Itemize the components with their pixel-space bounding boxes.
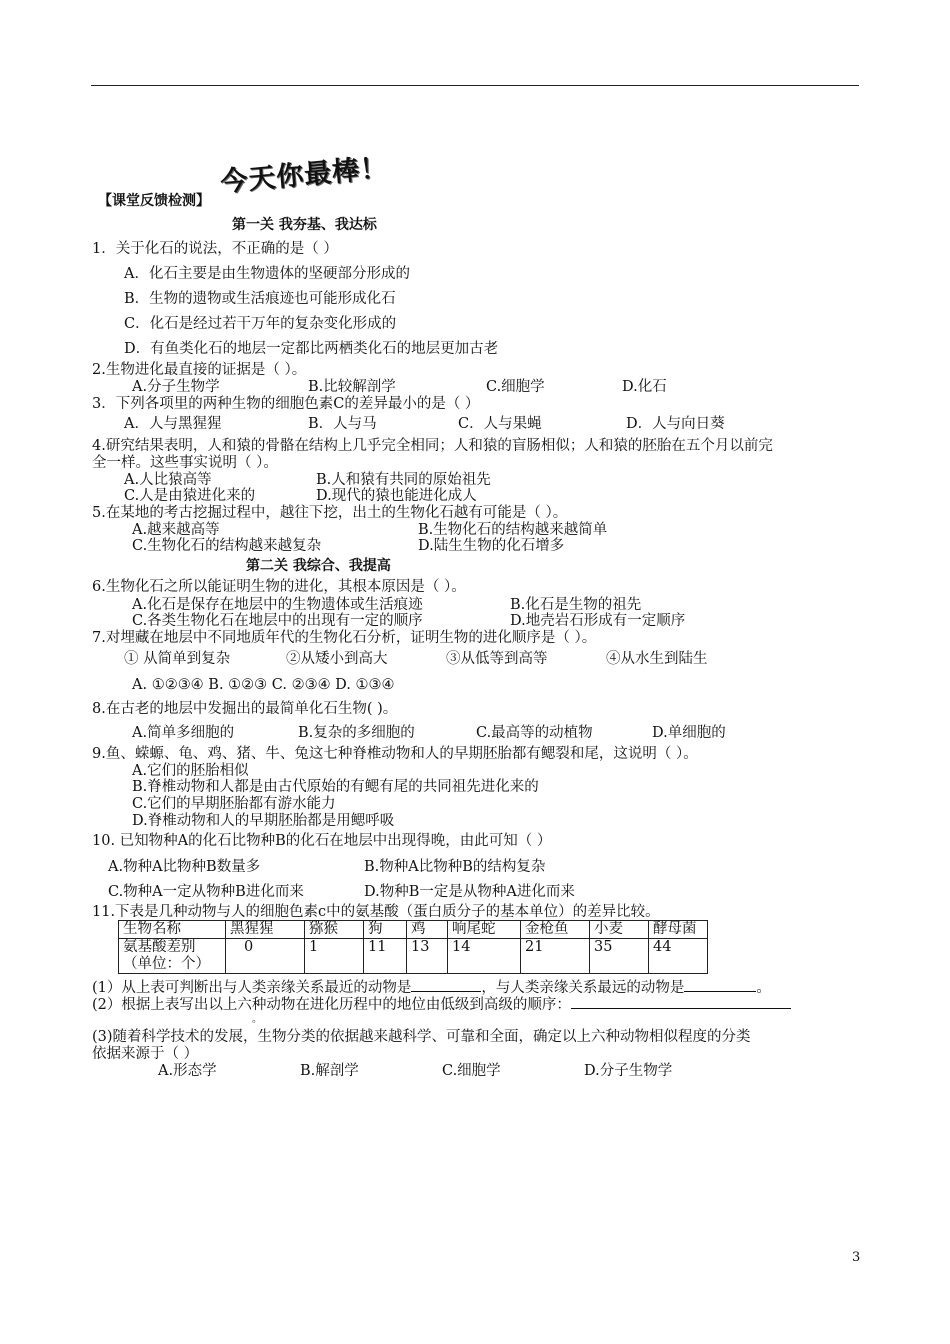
header-rule xyxy=(91,85,859,86)
q11-sub1-part2: ，与人类亲缘关系最远的动物是 xyxy=(481,980,685,996)
section-title-2: 第二关 我综合、我提高 xyxy=(246,558,391,574)
q10-option-a: A.物种A比物种B数量多 xyxy=(108,859,261,875)
q6-option-d: D.地壳岩石形成有一定顺序 xyxy=(510,613,686,629)
table-cell: 21 xyxy=(521,939,590,974)
table-row xyxy=(119,921,708,939)
table-header-cell: 狗 xyxy=(364,921,407,939)
q10-option-d: D.物种B一定是从物种A进化而来 xyxy=(364,884,575,900)
q6-option-c: C.各类生物化石在地层中的出现有一定的顺序 xyxy=(132,613,423,629)
q11-sub2-end: 。 xyxy=(252,1014,262,1025)
q9-option-d: D.脊椎动物和人的早期胚胎都是用鳃呼吸 xyxy=(132,813,395,829)
q11-sub3-line2: 依据来源于（ ） xyxy=(92,1046,199,1062)
feedback-label: 【课堂反馈检测】 xyxy=(98,193,210,209)
q4-stem-line2: 全一样。这些事实说明（ ）。 xyxy=(92,455,278,471)
q11-option-b: B.解剖学 xyxy=(300,1063,359,1079)
q5-option-d: D.陆生生物的化石增多 xyxy=(418,538,565,554)
table-header-cell: 小麦 xyxy=(590,921,649,939)
q4-option-b: B.人和猿有共同的原始祖先 xyxy=(316,472,491,488)
answer-blank[interactable] xyxy=(684,977,756,992)
q2-option-a: A.分子生物学 xyxy=(132,379,220,395)
table-header-cell: 金枪鱼 xyxy=(521,921,590,939)
table-cell: 35 xyxy=(590,939,649,974)
table-cell: 11 xyxy=(364,939,407,974)
q6-option-a: A.化石是保存在地层中的生物遗体或生活痕迹 xyxy=(132,597,423,613)
table-row xyxy=(119,939,708,974)
q11-sub1-end: 。 xyxy=(756,980,771,996)
q1-stem: 1．关于化石的说法，不正确的是（ ） xyxy=(92,241,338,257)
table-header-cell: 酵母菌 xyxy=(649,921,708,939)
q4-stem-line1: 4.研究结果表明，人和猿的骨骼在结构上几乎完全相同；人和猿的盲肠相似；人和猿的胚胎在五个月以前完 xyxy=(92,438,773,454)
q5-option-a: A.越来越高等 xyxy=(132,522,220,538)
q1-option-d: D．有鱼类化石的地层一定都比两栖类化石的地层更加古老 xyxy=(124,341,499,357)
q4-option-a: A.人比猿高等 xyxy=(124,472,212,488)
table-cell: 13 xyxy=(407,939,448,974)
q1-option-b: B．生物的遗物或生活痕迹也可能形成化石 xyxy=(124,291,396,307)
q11-sub3-line1: (3)随着科学技术的发展，生物分类的依据越来越科学、可靠和全面，确定以上六种动物相似程度的分类 xyxy=(92,1029,751,1045)
q11-sub1-part1: (1）从上表可判断出与人类亲缘关系最近的动物是 xyxy=(92,980,412,996)
q10-stem: 10. 已知物种A的化石比物种B的化石在地层中出现得晚，由此可知（ ） xyxy=(92,833,552,849)
q6-stem: 6.生物化石之所以能证明生物的进化，其根本原因是（ ）。 xyxy=(92,579,466,595)
q6-option-b: B.化石是生物的祖先 xyxy=(510,597,642,613)
table-header-cell: 猕猴 xyxy=(305,921,364,939)
art-title: 今天你最棒！ xyxy=(219,152,390,199)
q4-option-c: C.人是由猿进化来的 xyxy=(124,488,256,504)
q2-option-b: B.比较解剖学 xyxy=(308,379,396,395)
q7-choices: A. ①②③④ B. ①②③ C. ②③④ D. ①③④ xyxy=(132,677,395,693)
q5-stem: 5.在某地的考古挖掘过程中，越往下挖，出土的生物化石越有可能是（ ）。 xyxy=(92,505,568,521)
table-label-line1: 氨基酸差别 xyxy=(123,939,196,955)
table-header-cell: 响尾蛇 xyxy=(448,921,521,939)
table-label-cell xyxy=(119,939,226,974)
q3-option-d: D．人与向日葵 xyxy=(626,416,725,432)
table-cell: 14 xyxy=(448,939,521,974)
q11-sub2-text: (2）根据上表写出以上六种动物在进化历程中的地位由低级到高级的顺序： xyxy=(92,997,571,1013)
q11-stem: 11.下表是几种动物与人的细胞色素c中的氨基酸（蛋白质分子的基本单位）的差异比较。 xyxy=(92,904,660,920)
q8-option-b: B.复杂的多细胞的 xyxy=(298,725,415,741)
q7-item-1: ① 从简单到复杂 xyxy=(124,651,231,667)
q2-option-d: D.化石 xyxy=(622,379,667,395)
q3-option-c: C．人与果蝇 xyxy=(458,416,542,432)
section-title-1: 第一关 我夯基、我达标 xyxy=(232,217,377,233)
answer-blank[interactable] xyxy=(571,994,791,1009)
q7-item-4: ④从水生到陆生 xyxy=(606,651,708,667)
q7-stem: 7.对埋藏在地层中不同地质年代的生物化石分析，证明生物的进化顺序是（ ）。 xyxy=(92,630,597,646)
q9-option-c: C.它们的早期胚胎都有游水能力 xyxy=(132,796,336,812)
q7-item-3: ③从低等到高等 xyxy=(446,651,548,667)
q8-option-c: C.最高等的动植物 xyxy=(476,725,593,741)
q2-option-c: C.细胞学 xyxy=(486,379,545,395)
table-header-cell: 黑猩猩 xyxy=(226,921,305,939)
amino-acid-table xyxy=(118,920,708,974)
q11-option-c: C.细胞学 xyxy=(442,1063,501,1079)
q2-stem: 2.生物进化最直接的证据是（ ）。 xyxy=(92,362,307,378)
q1-option-c: C．化石是经过若干万年的复杂变化形成的 xyxy=(124,316,397,332)
q11-sub2 xyxy=(92,994,791,1014)
page-number: 3 xyxy=(852,1250,861,1265)
answer-blank[interactable] xyxy=(411,977,481,992)
q10-option-c: C.物种A一定从物种B进化而来 xyxy=(108,884,304,900)
q5-option-b: B.生物化石的结构越来越简单 xyxy=(418,522,608,538)
q11-option-a: A.形态学 xyxy=(158,1063,217,1079)
table-cell: 44 xyxy=(649,939,708,974)
q11-option-d: D.分子生物学 xyxy=(584,1063,673,1079)
q3-option-b: B．人与马 xyxy=(308,416,377,432)
q3-stem: 3．下列各项里的两种生物的细胞色素C的差异最小的是（ ） xyxy=(92,396,480,412)
q4-option-d: D.现代的猿也能进化成人 xyxy=(316,488,477,504)
table-cell: 1 xyxy=(305,939,364,974)
table-header-cell: 生物名称 xyxy=(119,921,226,939)
table-header-cell: 鸡 xyxy=(407,921,448,939)
q8-option-a: A.简单多细胞的 xyxy=(132,725,235,741)
q9-stem: 9.鱼、蝾螈、龟、鸡、猪、牛、兔这七种脊椎动物和人的早期胚胎都有鳃裂和尾，这说明（ ）。 xyxy=(92,746,698,762)
table-cell: 0 xyxy=(226,939,305,974)
q1-option-a: A．化石主要是由生物遗体的坚硬部分形成的 xyxy=(124,266,410,282)
q10-option-b: B.物种A比物种B的结构复杂 xyxy=(364,859,546,875)
q5-option-c: C.生物化石的结构越来越复杂 xyxy=(132,538,322,554)
q8-stem: 8.在古老的地层中发掘出的最简单化石生物( )。 xyxy=(92,701,398,717)
q9-option-a: A.它们的胚胎相似 xyxy=(132,763,249,779)
q3-option-a: A．人与黑猩猩 xyxy=(124,416,222,432)
q9-option-b: B.脊椎动物和人都是由古代原始的有鳃有尾的共同祖先进化来的 xyxy=(132,779,539,795)
q8-option-d: D.单细胞的 xyxy=(652,725,726,741)
q7-item-2: ②从矮小到高大 xyxy=(286,651,388,667)
table-label-line2: （单位：个） xyxy=(123,956,210,972)
